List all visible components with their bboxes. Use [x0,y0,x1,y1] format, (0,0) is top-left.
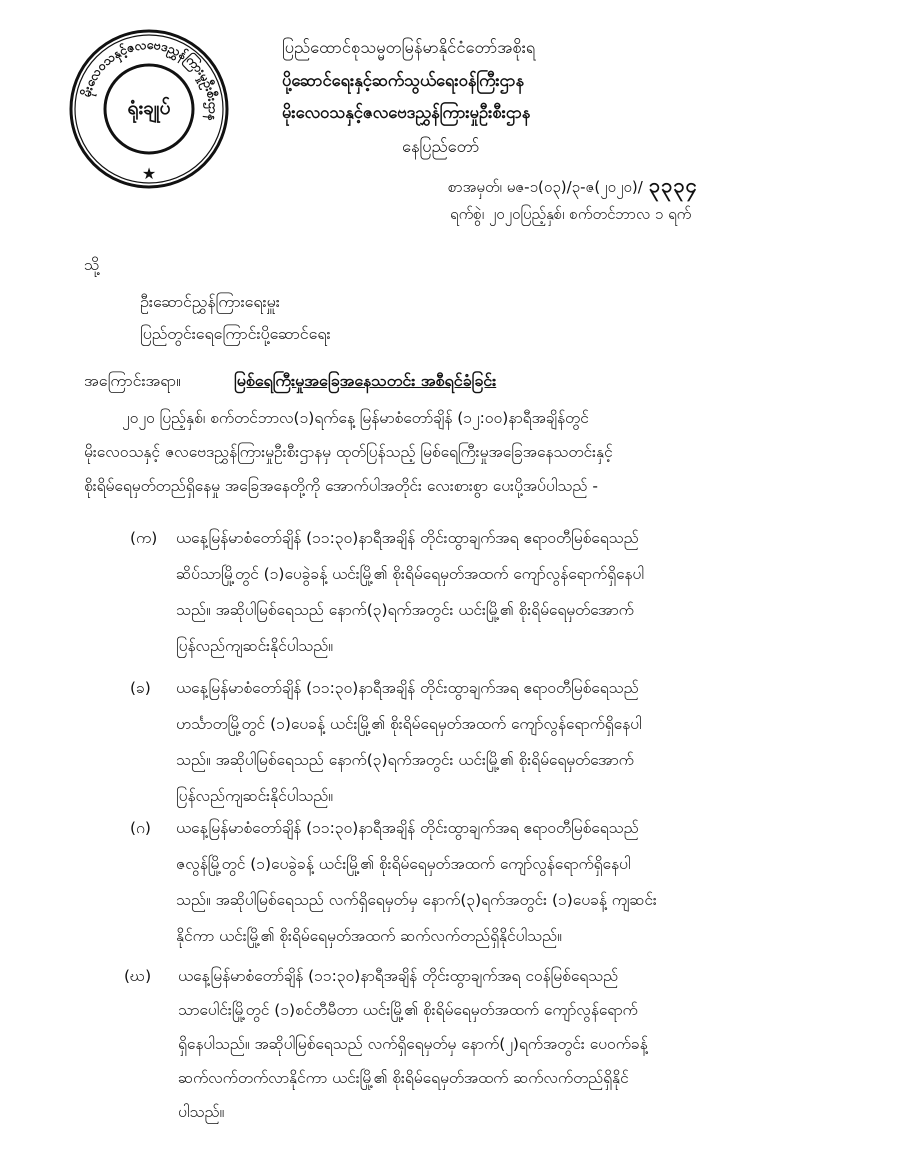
seal-center-text: ရုံးချုပ် [127,97,171,119]
recipient-to: သို့ [84,255,100,274]
item-line: ယနေ့မြန်မာစံတော်ချိန် (၁၁:၃၀)နာရီအချိန် တိုင်းထွာချက်အရ ဧရာဝတီမြစ်ရေသည် [176,529,639,547]
subject-title: မြစ်ရေကြီးမှုအခြေအနေသတင်း အစီရင်ခံခြင်း [234,371,497,390]
item-line: ယနေ့မြန်မာစံတော်ချိန် (၁၁:၃၀)နာရီအချိန် တိုင်းထွာချက်အရ ဧရာဝတီမြစ်ရေသည် [176,679,639,697]
item-line: ယနေ့မြန်မာစံတော်ချိန် (၁၁:၃၀)နာရီအချိန် တိုင်းထွာချက်အရ ဧရာဝတီမြစ်ရေသည် [176,819,639,837]
header-department: မိုးလေဝသနှင့်ဇလဗေဒညွှန်ကြားမှုဦးစီးဌာန [282,103,531,122]
item-line: နိုင်ကာ ယင်းမြို့၏ စိုးရိမ်ရေမှတ်အထက် ဆက်လက်တည်ရှိနိုင်ပါသည်။ [176,927,562,945]
recipient-organization: ပြည်တွင်းရေကြောင်းပို့ဆောင်ရေး [140,324,331,343]
item-line: သည်။ အဆိုပါမြစ်ရေသည် လက်ရှိရေမှတ်မှ နောက်(၃)ရက်အတွင်း (၁)ပေခန့် ကျဆင်း [176,891,657,909]
header-city: နေပြည်တော် [402,137,480,156]
intro-line: စိုးရိမ်ရေမှတ်တည်ရှိနေမှု အခြေအနေတို့ကို အောက်ပါအတိုင်း လေးစားစွာ ပေးပို့အပ်ပါသည် - [84,477,598,495]
letter-number [448,172,698,202]
letter-date: ရက်စွဲ၊ ၂၀၂၀ပြည့်နှစ်၊ စက်တင်ဘာလ ၁ ရက် [450,205,692,223]
item-marker: (က) [130,529,158,547]
item-line: ပြန်လည်ကျဆင်းနိုင်ပါသည်။ [176,637,333,655]
recipient-title: ဦးဆောင်ညွှန်ကြားရေးမှူး [140,292,280,311]
letter-number-label: စာအမှတ်၊ မဇ-၁(၀၃)/၃-ဇ(၂၀၂၀)/ [448,178,643,196]
intro-line: မိုးလေဝသနှင့် ဇလဗေဒညွှန်ကြားမှုဦးစီးဌာနမှ ထုတ်ပြန်သည့် မြစ်ရေကြီးမှုအခြေအနေသတင်းနှင့် [84,443,613,461]
intro-line: ၂၀၂၀ ပြည့်နှစ်၊ စက်တင်ဘာလ(၁)ရက်နေ့ မြန်မာစံတော်ချိန် (၁၂:၀၀)နာရီအချိန်တွင် [122,409,589,427]
item-line: ပါသည်။ [178,1103,225,1121]
letter-number-value: ၃၃၃၄ [648,173,698,197]
official-seal [68,28,230,190]
item-line: သာပေါင်းမြို့တွင် (၁)စင်တီမီတာ ယင်းမြို့၏ စိုးရိမ်ရေမှတ်အထက် ကျော်လွန်ရောက် [178,1001,638,1019]
header-ministry: ပို့ဆောင်ရေးနှင့်ဆက်သွယ်ရေးဝန်ကြီးဌာန [282,71,524,90]
item-line: ဇလွန်မြို့တွင် (၁)ပေခွဲခန့် ယင်းမြို့၏ စိုးရိမ်ရေမှတ်အထက် ကျော်လွန်ရောက်ရှိနေပါ [176,855,631,873]
star-icon: ★ [141,164,157,183]
item-line: ရှိနေပါသည်။ အဆိုပါမြစ်ရေသည် လက်ရှိရေမှတ်မှ နောက်(၂)ရက်အတွင်း ပေဝက်ခန့် [178,1035,648,1053]
item-line: ဆက်လက်တက်လာနိုင်ကာ ယင်းမြို့၏ စိုးရိမ်ရေမှတ်အထက် ဆက်လက်တည်ရှိနိုင် [178,1069,629,1087]
item-line: သည်။ အဆိုပါမြစ်ရေသည် နောက်(၃)ရက်အတွင်း ယင်းမြို့၏ စိုးရိမ်ရေမှတ်အောက် [176,751,634,769]
seal-ring-text: မိုးလေဝသနှင့်ဇလဗေဒညွှန်ကြားမှုဦးစီးဌာန [78,36,222,122]
item-line: ဆိပ်သာမြို့တွင် (၁)ပေခွဲခန့် ယင်းမြို့၏ စိုးရိမ်ရေမှတ်အထက် ကျော်လွန်ရောက်ရှိနေပါ [176,565,644,583]
item-line: သည်။ အဆိုပါမြစ်ရေသည် နောက်(၃)ရက်အတွင်း ယင်းမြို့၏ စိုးရိမ်ရေမှတ်အောက် [176,601,634,619]
subject-line [84,370,496,394]
item-marker: (ခ) [130,679,151,697]
subject-label: အကြောင်းအရာ။ [84,371,181,390]
header-government: ပြည်ထောင်စုသမ္မတမြန်မာနိုင်ငံတော်အစိုးရ [282,38,536,57]
item-marker: (ဃ) [124,967,152,985]
item-line: ဟင်္သာတမြို့တွင် (၁)ပေခန့် ယင်းမြို့၏ စိုးရိမ်ရေမှတ်အထက် ကျော်လွန်ရောက်ရှိနေပါ [176,715,642,733]
item-line: ပြန်လည်ကျဆင်းနိုင်ပါသည်။ [176,787,333,805]
item-line: ယနေ့မြန်မာစံတော်ချိန် (၁၁:၃၀)နာရီအချိန် တိုင်းထွာချက်အရ ငဝန်မြစ်ရေသည် [178,967,619,985]
item-marker: (ဂ) [130,819,151,837]
